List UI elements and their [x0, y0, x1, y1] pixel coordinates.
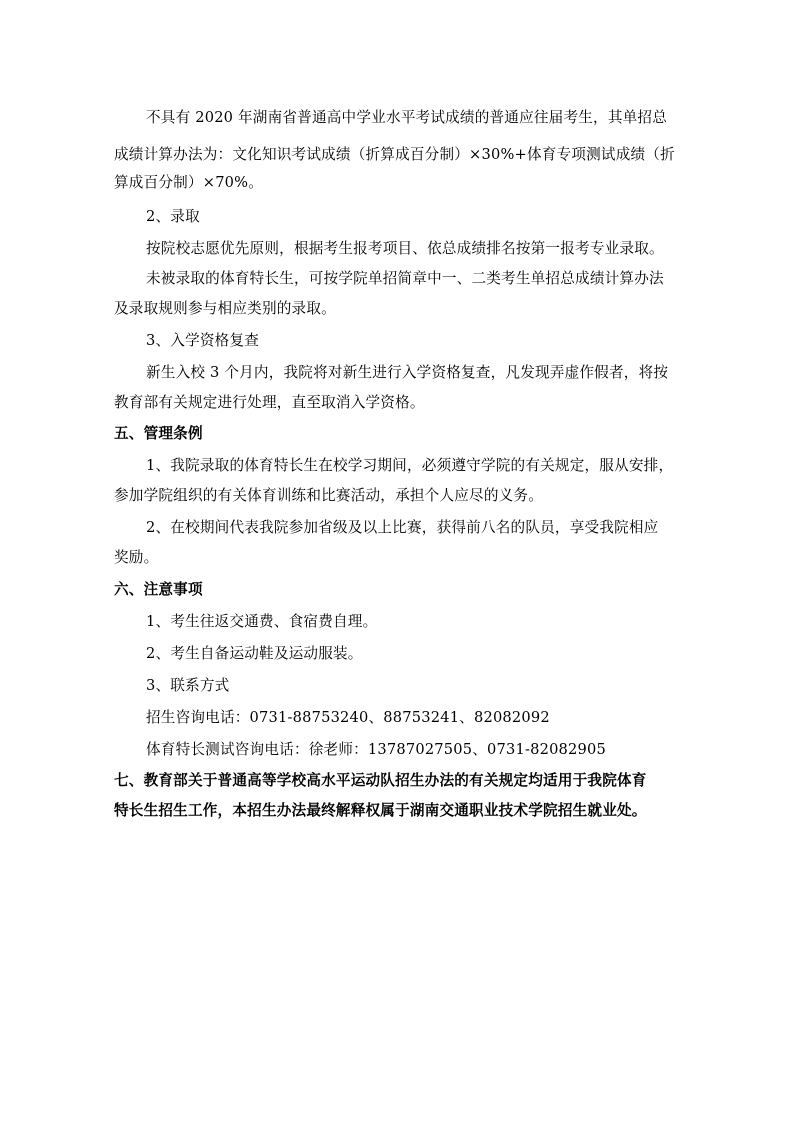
paragraph-line: 1、我院录取的体育特长生在校学习期间，必须遵守学院的有关规定，服从安排， [146, 457, 674, 474]
paragraph-line: 未被录取的体育特长生，可按学院单招简章中一、二类考生单招总成绩计算办法 [146, 270, 664, 287]
chapter-heading: 七、教育部关于普通高等学校高水平运动队招生办法的有关规定均适用于我院体育 [114, 772, 647, 789]
paragraph-line: 新生入校 3 个月内，我院将对新生进行入学资格复查，凡发现弄虚作假者，将按 [146, 364, 669, 381]
paragraph-line: 算成百分制）×70%。 [114, 174, 264, 191]
paragraph-line: 1、考生往返交通费、食宿费自理。 [146, 613, 378, 630]
section-heading: 3、入学资格复查 [146, 332, 260, 349]
paragraph-line: 成绩计算办法为：文化知识考试成绩（折算成百分制）×30%+体育专项测试成绩（折 [114, 146, 675, 163]
paragraph-line: 及录取规则参与相应类别的录取。 [114, 300, 336, 317]
chapter-heading: 六、注意事项 [114, 581, 203, 598]
contact-line: 招生咨询电话：0731-88753240、88753241、82082092 [146, 709, 550, 726]
paragraph-line: 参加学院组织的有关体育训练和比赛活动，承担个人应尽的义务。 [114, 487, 544, 504]
paragraph-line: 教育部有关规定进行处理，直至取消入学资格。 [114, 394, 425, 411]
paragraph-line: 奖励。 [114, 549, 159, 566]
section-heading: 3、联系方式 [146, 677, 230, 694]
paragraph-line: 按院校志愿优先原则，根据考生报考项目、依总成绩排名按第一报考专业录取。 [146, 240, 664, 257]
paragraph-line: 2、考生自备运动鞋及运动服装。 [146, 645, 363, 662]
paragraph-line: 不具有 2020 年湖南省普通高中学业水平考试成绩的普通应往届考生，其单招总 [146, 109, 668, 126]
section-heading: 2、录取 [146, 208, 200, 225]
paragraph-line: 特长生招生工作，本招生办法最终解释权属于湖南交通职业技术学院招生就业处。 [114, 802, 647, 819]
chapter-heading: 五、管理条例 [114, 425, 203, 442]
paragraph-line: 2、在校期间代表我院参加省级及以上比赛，获得前八名的队员，享受我院相应 [146, 519, 659, 536]
contact-line: 体育特长测试咨询电话：徐老师：13787027505、0731-82082905 [146, 741, 606, 758]
